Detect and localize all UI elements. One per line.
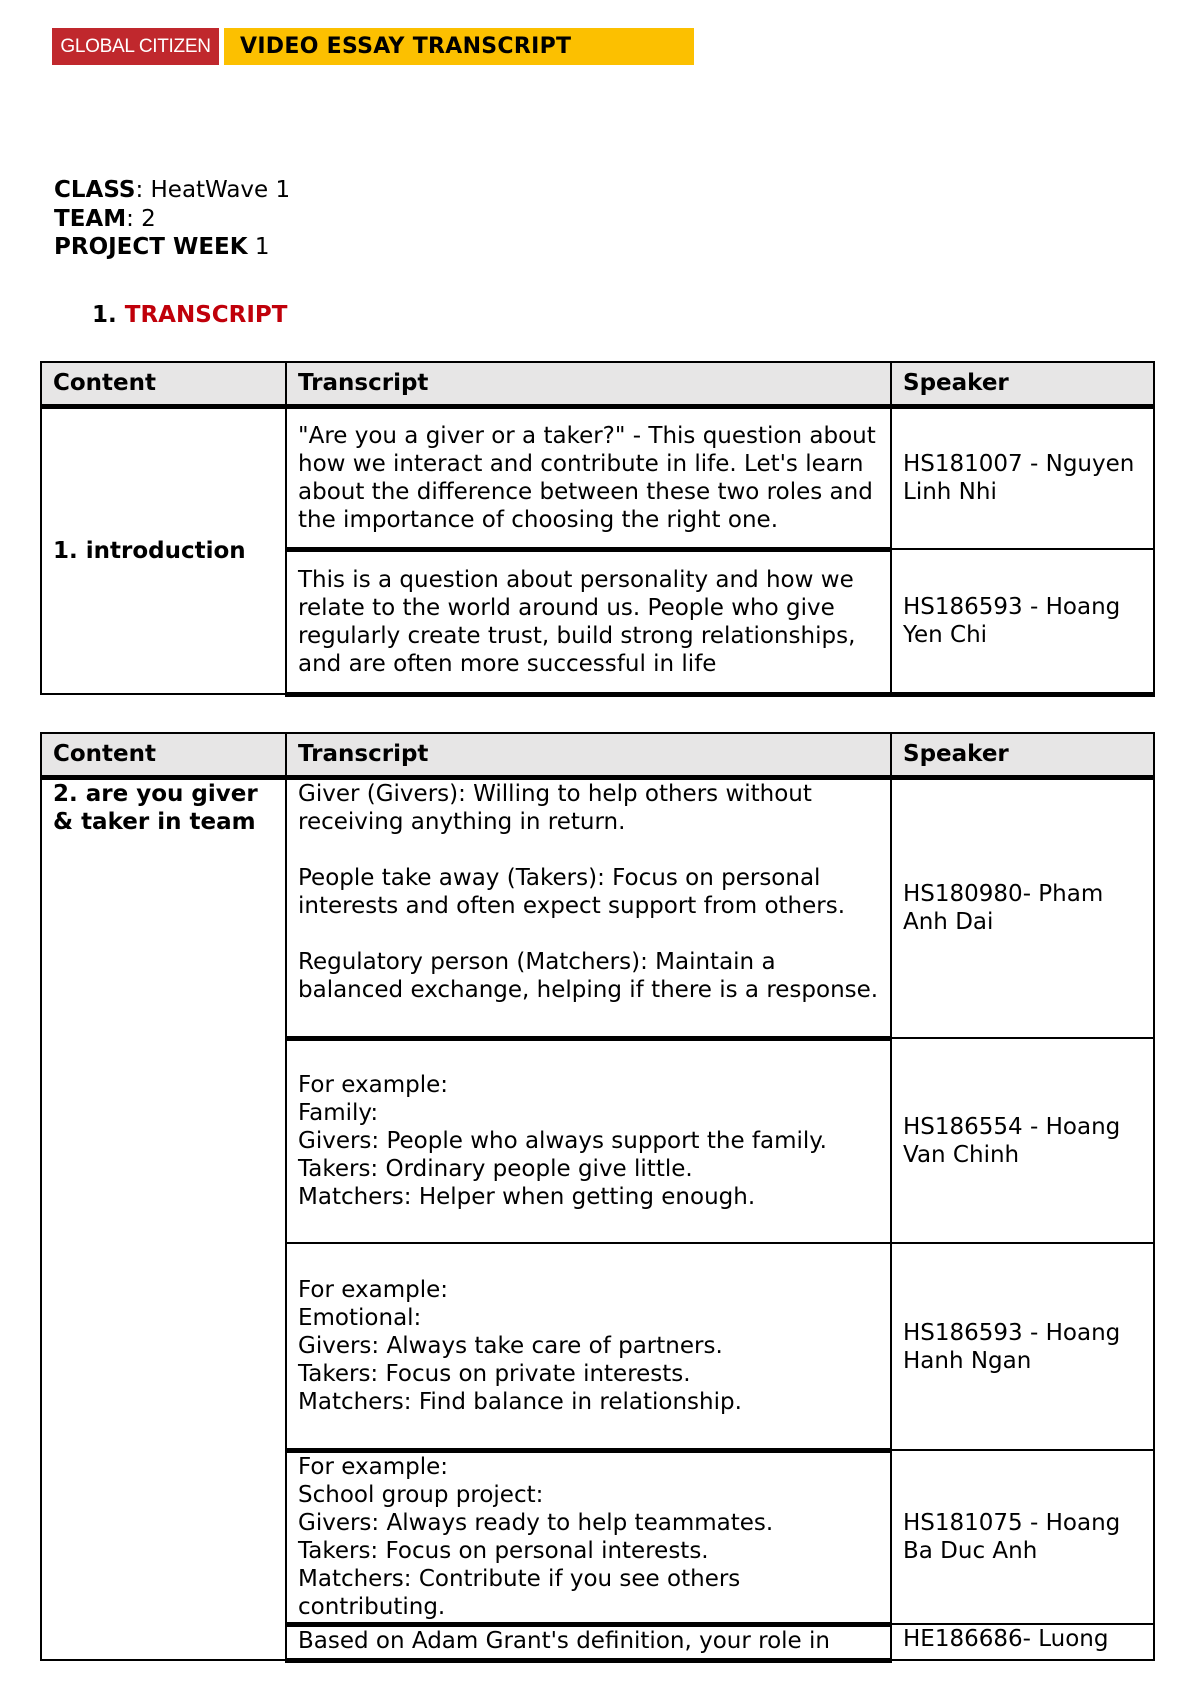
speaker-cell: HS181075 - Hoang Ba Duc Anh	[891, 1450, 1154, 1624]
speaker-cell: HS186593 - Hoang Yen Chi	[891, 549, 1154, 694]
project-meta	[54, 176, 290, 262]
transcript-cell: For example: Emotional: Givers: Always take care of partners. Takers: Focus on private interests. Matchers: Find balance in relationship.	[286, 1243, 891, 1450]
table-row	[41, 777, 1154, 1038]
header-content: Content	[41, 362, 286, 406]
speaker-cell: HS186593 - Hoang Hanh Ngan	[891, 1243, 1154, 1450]
content-cell: 2. are you giver & taker in team	[41, 777, 286, 1660]
class-line: CLASS: HeatWave 1	[54, 177, 291, 203]
header-content: Content	[41, 733, 286, 777]
header-transcript: Transcript	[286, 733, 891, 777]
transcript-cell: "Are you a giver or a taker?" - This question about how we interact and contribute in life. Let's learn about the difference between these two roles and the importance of choosing the right one.	[286, 406, 891, 549]
transcript-cell: For example: Family: Givers: People who always support the family. Takers: Ordinary people give little. Matchers: Helper when getting enough.	[286, 1038, 891, 1243]
section-heading: 1. TRANSCRIPT	[92, 302, 288, 328]
table-header-row	[41, 362, 1154, 406]
header-speaker: Speaker	[891, 362, 1154, 406]
week-line: PROJECT WEEK 1	[54, 234, 270, 260]
table-row	[41, 406, 1154, 549]
speaker-cell: HE186686- Luong	[891, 1624, 1154, 1660]
header-speaker: Speaker	[891, 733, 1154, 777]
transcript-table-2	[40, 732, 1155, 1663]
content-cell: 1. introduction	[41, 406, 286, 694]
header-transcript: Transcript	[286, 362, 891, 406]
transcript-cell: Based on Adam Grant's definition, your role in	[286, 1624, 891, 1660]
team-line: TEAM: 2	[54, 205, 156, 232]
speaker-cell: HS181007 - Nguyen Linh Nhi	[891, 406, 1154, 549]
brand-logo: GLOBAL CITIZEN	[52, 28, 219, 65]
transcript-table-1	[40, 361, 1155, 697]
document-title: VIDEO ESSAY TRANSCRIPT	[224, 28, 694, 65]
speaker-cell: HS180980- Pham Anh Dai	[891, 777, 1154, 1038]
speaker-cell: HS186554 - Hoang Van Chinh	[891, 1038, 1154, 1243]
transcript-cell: Giver (Givers): Willing to help others without receiving anything in return. People take away (Takers): Focus on personal interests and often expect support from others. Regulatory person (Matchers): Maintain a balanced exchange, helping if there is a response.	[286, 777, 891, 1038]
transcript-cell: For example: School group project: Givers: Always ready to help teammates. Takers: Focus on personal interests. Matchers: Contribute if you see others contributing.	[286, 1450, 891, 1624]
table-header-row	[41, 733, 1154, 777]
transcript-cell: This is a question about personality and how we relate to the world around us. People who give regularly create trust, build strong relationships, and are often more successful in life	[286, 549, 891, 694]
document-header	[52, 28, 694, 65]
